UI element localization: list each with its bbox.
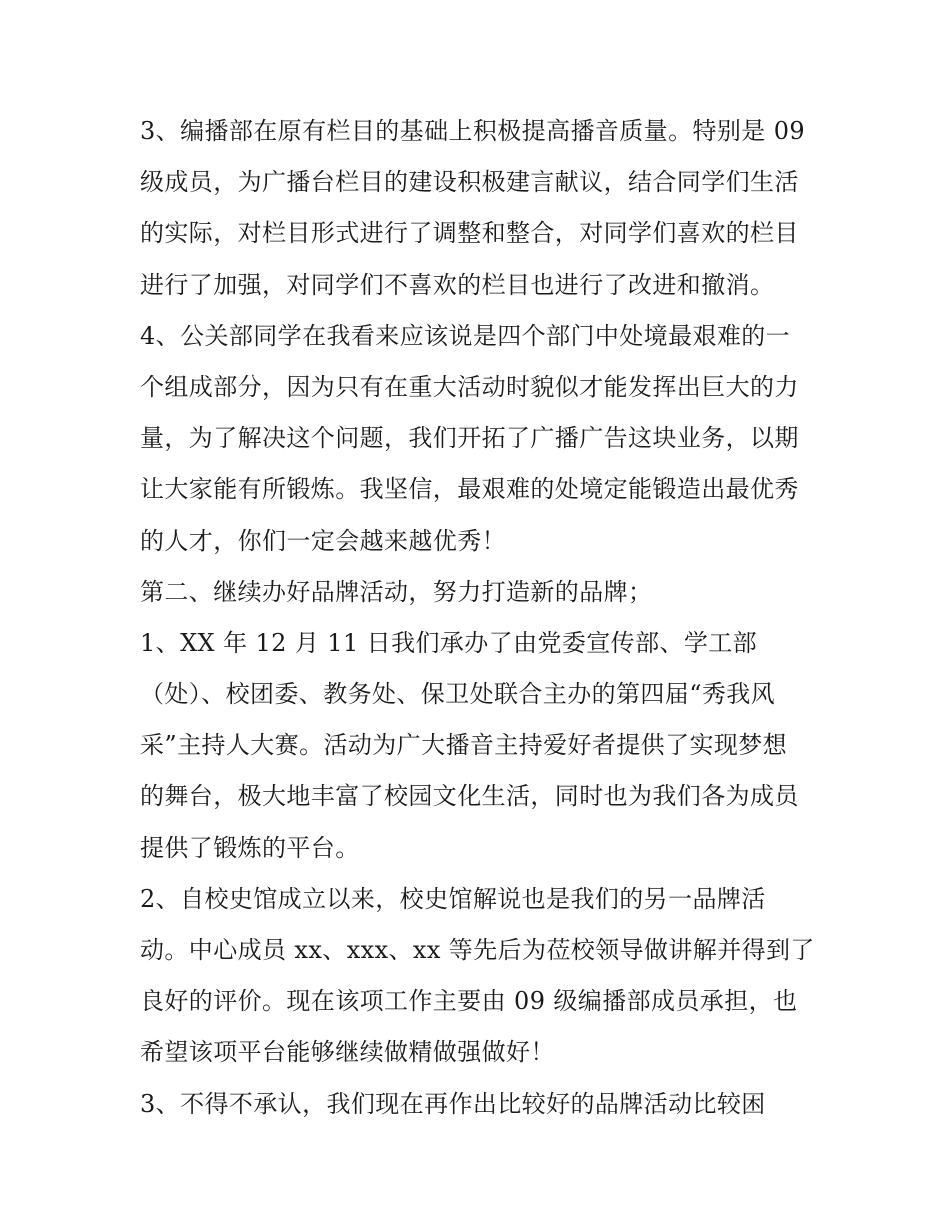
paragraph-host-contest [140, 618, 812, 874]
text-line: 采”主持人大赛。活动为广大播音主持爱好者提供了实现梦想 [140, 731, 788, 760]
paragraph-editing-dept [140, 106, 812, 311]
text-line: 2、自校史馆成立以来，校史馆解说也是我们的另一品牌活 [140, 884, 766, 913]
document-body [140, 106, 815, 1130]
text-line: 4、公关部同学在我看来应该说是四个部门中处境最艰难的一 [140, 321, 791, 350]
text-line: 进行了加强，对同学们不喜欢的栏目也进行了改进和撤消。 [140, 270, 775, 299]
paragraph-pr-dept [140, 311, 812, 567]
text-line: 提供了锻炼的平台。 [140, 833, 360, 862]
text-line: 1、XX 年 12 月 11 日我们承办了由党委宣传部、学工部 [140, 628, 758, 657]
text-line: 第二、继续办好品牌活动，努力打造新的品牌； [140, 577, 653, 606]
paragraph-history-museum [140, 874, 815, 1079]
text-line: 3、编播部在原有栏目的基础上积极提高播音质量。特别是 09 [140, 117, 806, 145]
text-line: 的舞台，极大地丰富了校园文化生活，同时也为我们各为成员 [140, 782, 799, 811]
text-line: 让大家能有所锻炼。我坚信，最艰难的处境定能锻造出最优秀 [140, 475, 799, 504]
text-line: 的人才，你们一定会越来越优秀！ [140, 526, 506, 555]
text-line: 量，为了解决这个问题，我们开拓了广播广告这块业务，以期 [140, 424, 799, 453]
text-line: 良好的评价。现在该项工作主要由 09 级编播部成员承担，也 [140, 987, 798, 1016]
text-line: 个组成部分，因为只有在重大活动时貌似才能发挥出巨大的力 [140, 372, 799, 401]
section-heading-brand-activities [140, 567, 812, 618]
text-line: 的实际，对栏目形式进行了调整和整合，对同学们喜欢的栏目 [140, 219, 799, 248]
text-line: 希望该项平台能够继续做精做强做好！ [140, 1038, 555, 1067]
text-line: （处）、校团委、教务处、保卫处联合主办的第四届“秀我风 [140, 680, 776, 709]
text-line: 动。中心成员 xx、xxx、xx 等先后为莅校领导做讲解并得到了 [140, 936, 815, 964]
text-line: 级成员，为广播台栏目的建设积极建言献议，结合同学们生活 [140, 168, 799, 197]
paragraph-brand-difficulty [140, 1079, 812, 1130]
text-line: 3、不得不承认，我们现在再作出比较好的品牌活动比较困 [140, 1089, 766, 1118]
